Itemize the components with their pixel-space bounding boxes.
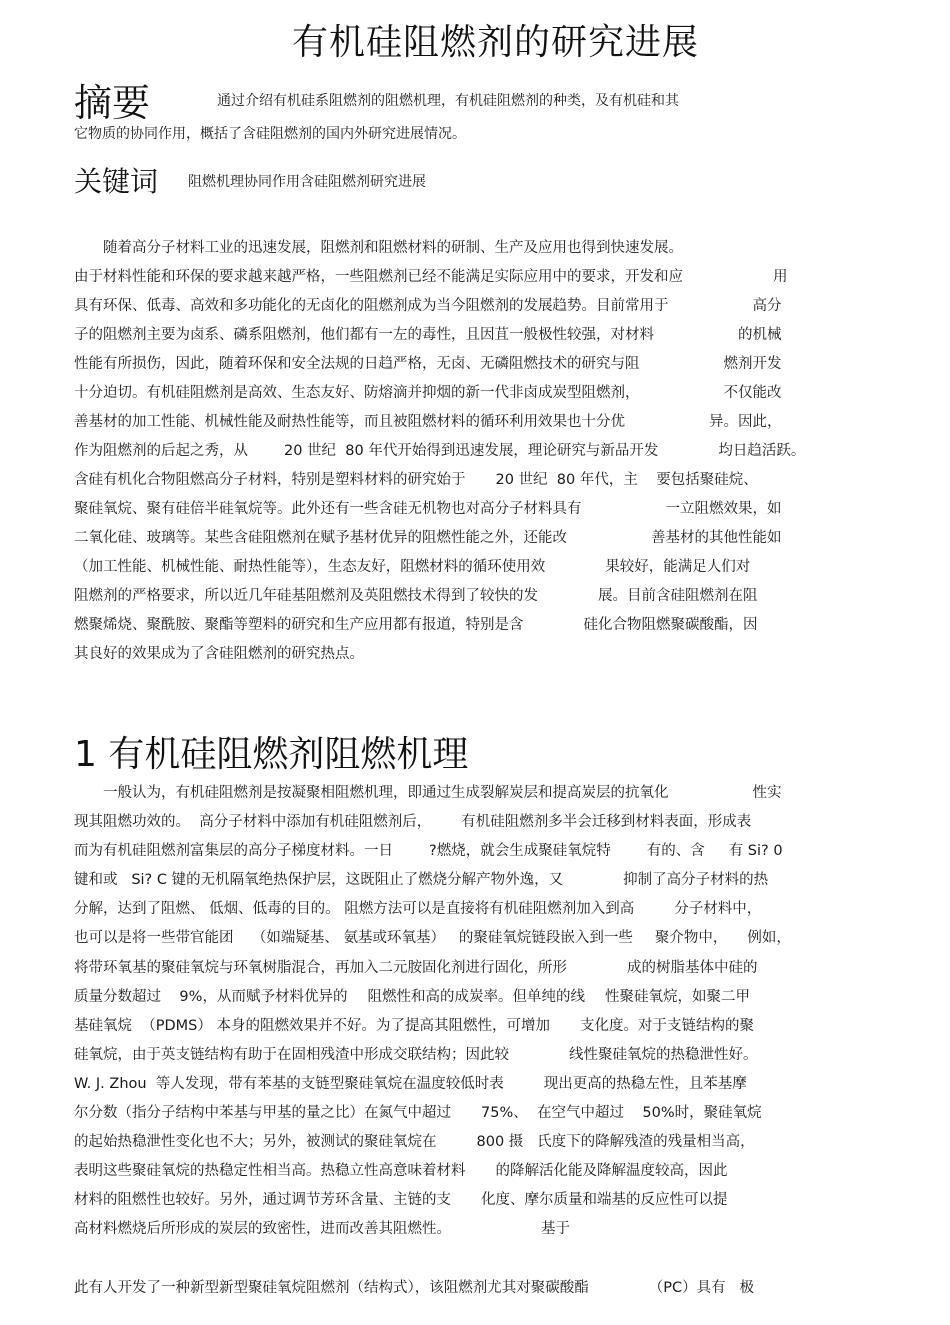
text-segment: 也可以是将一些带官能团 （如端疑基、 氨基或环氧基） 的聚硅氧烷链段嵌入到一些 (74, 930, 633, 947)
trailing-paragraph (74, 1276, 874, 1305)
text-segment: 例如， (747, 930, 791, 947)
text-segment: 成的树脂基体中硅的 (627, 959, 758, 976)
text-segment: 线性聚硅氧烷的热稳泄性好。 (569, 1046, 758, 1063)
keywords-heading: 关键词 (74, 165, 159, 198)
text-segment: 硅氧烷，由于英支链结构有助于在固相残渣中形成交联结构；因此较 (74, 1046, 509, 1063)
text-segment: 展。目前含硅阻燃剂在阻 (598, 588, 758, 604)
text-segment: 十分迫切。有机硅阻燃剂是高效、生态友好、防熔滴并抑烟的新一代非卤成炭型阻燃剂， (74, 385, 640, 401)
text-line (74, 526, 874, 555)
text-segment: 用 (773, 269, 788, 285)
text-segment: 高材料燃烧后所形成的炭层的致密性，进而改善其阻燃性。 (74, 1221, 451, 1238)
text-segment: 质量分数超过 9%，从而赋予材料优异的 (74, 988, 348, 1005)
text-line (74, 1101, 884, 1130)
text-segment: 基硅氧烷 （PDMS） 本身的阻燃效果并不好。为了提高其阻燃性，可增加 (74, 1017, 550, 1034)
text-line (74, 956, 884, 985)
text-segment: 性实 (752, 785, 782, 801)
text-segment: 有 Si? 0 (728, 843, 783, 860)
text-segment: 现其阻燃功效的。 高分子材料中添加有机硅阻燃剂后， (74, 814, 432, 831)
text-line (74, 1043, 884, 1072)
text-segment: 异。因此， (709, 414, 782, 430)
text-segment: 一立阻燃效果，如 (665, 501, 782, 517)
text-segment: W. J. Zhou 等人发现，带有苯基的支链型聚硅氧烷在温度较低时表 (74, 1075, 504, 1092)
text-segment: 材料的阻燃性也较好。另外，通过调节芳环含量、主链的支 (74, 1192, 451, 1209)
section-heading: 1 有机硅阻燃剂阻燃机理 (74, 734, 469, 775)
text-line (74, 439, 874, 468)
text-segment: 分解，达到了阻燃、 低烟、低毒的目的。 阻燃方法可以是直接将有机硅阻燃剂加入到高 (74, 901, 635, 918)
text-segment: 抑制了高分子 (623, 872, 711, 889)
text-segment: 果较好，能满足人们对 (605, 559, 751, 575)
text-segment: 表明这些聚硅氧烷的热稳定性相当高。热稳立性高意味着材料 (74, 1163, 466, 1180)
text-segment: 燃剂开发 (723, 356, 782, 372)
document-title: 有机硅阻燃剂的研究进展 (292, 22, 700, 63)
text-line (74, 1072, 884, 1101)
text-line (74, 1217, 884, 1246)
text-segment: 的降解活化能及降解温度较高，因此 (495, 1163, 728, 1180)
text-segment: 阻燃剂的严格要求，所以近几年硅基阻燃剂及英阻燃技术得到了较快的发 (74, 588, 538, 604)
text-segment: 将带环氧基的聚硅氧烷与环氧树脂混合，再加入二元胺固化剂进行固化，所形 (74, 959, 567, 976)
text-segment: 随着高分子材料工业的迅速发展，阻燃剂和阻燃材料的研制、生产及应用也得到快速发展。 (74, 240, 683, 256)
text-segment: 燃聚烯烧、聚酰胺、聚酯等塑料的研究和生产应用都有报道，特别是含 (74, 617, 524, 633)
text-segment: 分子材料中， (674, 901, 762, 918)
text-line (74, 1014, 884, 1043)
text-segment: 含硅有机化合物阻燃高分子材料，特别是塑料材料的研究始于 (74, 472, 466, 488)
section-paragraph (74, 781, 884, 1247)
text-segment: 材料的热 (710, 872, 769, 889)
text-line (74, 810, 884, 839)
text-segment: 聚硅氧烷、聚有硅倍半硅氧烷等。此外还有一些含硅无机物也对高分子材料具有 (74, 501, 582, 517)
text-line (74, 468, 874, 497)
text-segment: 75%、 在空气中超过 50%时，聚硅氧烷 (481, 1105, 762, 1122)
text-segment: 20 世纪 80 年代开始得到迅速发展，理论研究与新品开发 (284, 443, 659, 459)
text-segment: 阻燃性和高的成炭率。但单纯的线 (367, 988, 585, 1005)
text-segment: 善基材的加工性能、机械性能及耐热性能等，而且被阻燃材料的循环利用效果也十分优 (74, 414, 625, 430)
text-segment: 不仅能改 (723, 385, 782, 401)
text-segment: 聚介物中， (654, 930, 728, 947)
text-line (74, 265, 874, 294)
text-segment: 支化度。对于支链结构的聚 (579, 1017, 754, 1034)
text-line (74, 410, 874, 439)
text-line (74, 1188, 884, 1217)
text-segment: 此有人开发了一种新型新型聚硅氧烷阻燃剂（结构式），该阻燃剂尤其对聚碳酸酯 (74, 1280, 589, 1296)
text-segment: （PC）具有 极 (648, 1280, 754, 1296)
text-segment: 二氧化硅、玻璃等。某些含硅阻燃剂在赋予基材优异的阻燃性能之外，还能改 (74, 530, 567, 546)
text-line (74, 294, 874, 323)
text-segment: 的机械 (738, 327, 782, 343)
text-segment: ，形成表 (693, 814, 752, 831)
text-segment: 作为阻燃剂的后起之秀，从 (74, 443, 248, 459)
text-line (74, 1159, 884, 1188)
text-segment: 其良好的效果成为了含硅阻燃剂的研究热点。 (74, 646, 364, 662)
text-segment: 具有环保、低毒、高效和多功能化的无卤化的阻燃剂成为当今阻燃剂的发展趋势。目前常用于 (74, 298, 669, 314)
text-line (74, 642, 874, 671)
text-line (74, 584, 874, 613)
text-segment: 均日趋活跃。 (718, 443, 806, 459)
text-line (74, 381, 874, 410)
text-line (74, 839, 884, 868)
text-line (74, 1276, 874, 1305)
text-segment: 一般认为，有机硅阻燃剂是按凝聚相阻燃机理，即通过生成裂解炭层和提高炭层的抗氧化 (74, 785, 669, 801)
text-segment: 有机硅阻燃剂多半会迁移到材料表面 (461, 814, 694, 831)
text-segment: 800 摄 氏度下的降解残渣的残量相当高， (476, 1134, 755, 1151)
text-segment: 有的、含 (646, 843, 705, 860)
text-segment: 子的阻燃剂主要为卤系、磷系阻燃剂，他们都有一左的毒性，且因苴一般极性较强，对材料 (74, 327, 654, 343)
abstract-heading: 摘要 (74, 81, 151, 125)
text-segment: 基于 (541, 1221, 570, 1238)
text-segment: 而为有机硅阻燃剂富集层的高分子梯度材料。一日 (74, 843, 393, 860)
text-segment: （加工性能、机械性能、耐热性能等），生态友好，阻燃材料的循环使用效 (74, 559, 546, 575)
text-line (74, 555, 874, 584)
text-segment: 现出更高的热稳左性，且苯基摩 (543, 1075, 747, 1092)
text-segment: 尔分数（指分子结构中苯基与甲基的量之比）在氮气中超过 (74, 1105, 451, 1122)
intro-paragraph (74, 236, 874, 671)
text-segment: 键和或 Si? C 键的无机隔氧绝热保护层，这既阻止了燃烧分解产物外逸，又 (74, 872, 564, 889)
text-line (74, 236, 874, 265)
text-segment: 硅化合物阻燃聚碳酸酯，因 (583, 617, 758, 633)
text-segment: 性聚硅氧烷，如聚二甲 (604, 988, 750, 1005)
text-line (74, 897, 884, 926)
text-segment: 的起始热稳泄性变化也不大；另外，被测试的聚硅氧烷在 (74, 1134, 437, 1151)
text-line (74, 1130, 884, 1159)
text-segment: 化度、摩尔质量和端基的反应性可以提 (481, 1192, 728, 1209)
abstract-text-line: 它物质的协同作用，概括了含硅阻燃剂的国内外研究进展情况。 (74, 126, 466, 142)
text-segment: 善基材的其他性能如 (651, 530, 782, 546)
text-segment: 高分 (752, 298, 782, 314)
keywords-text: 阻燃机理协同作用含硅阻燃剂研究进展 (188, 174, 426, 190)
text-line (74, 926, 884, 955)
abstract-text-line: 通过介绍有机硅系阻燃剂的阻燃机理，有机硅阻燃剂的种类，及有机硅和其 (217, 93, 679, 109)
text-segment: 20 世纪 80 年代，主 要包括聚硅烷、 (495, 472, 758, 488)
text-line (74, 497, 874, 526)
text-line (74, 985, 884, 1014)
text-line (74, 868, 884, 897)
text-line (74, 323, 874, 352)
text-segment: ?燃烧，就会生成聚硅氧烷特 (429, 843, 611, 860)
text-line (74, 352, 874, 381)
text-line (74, 613, 874, 642)
text-line (74, 781, 884, 810)
text-segment: 由于材料性能和环保的要求越来越严格，一些阻燃剂已经不能满足实际应用中的要求，开发和应 (74, 269, 683, 285)
text-segment: 性能有所损伤，因此，随着环保和安全法规的日趋严格，无卤、无磷阻燃技术的研究与阻 (74, 356, 640, 372)
